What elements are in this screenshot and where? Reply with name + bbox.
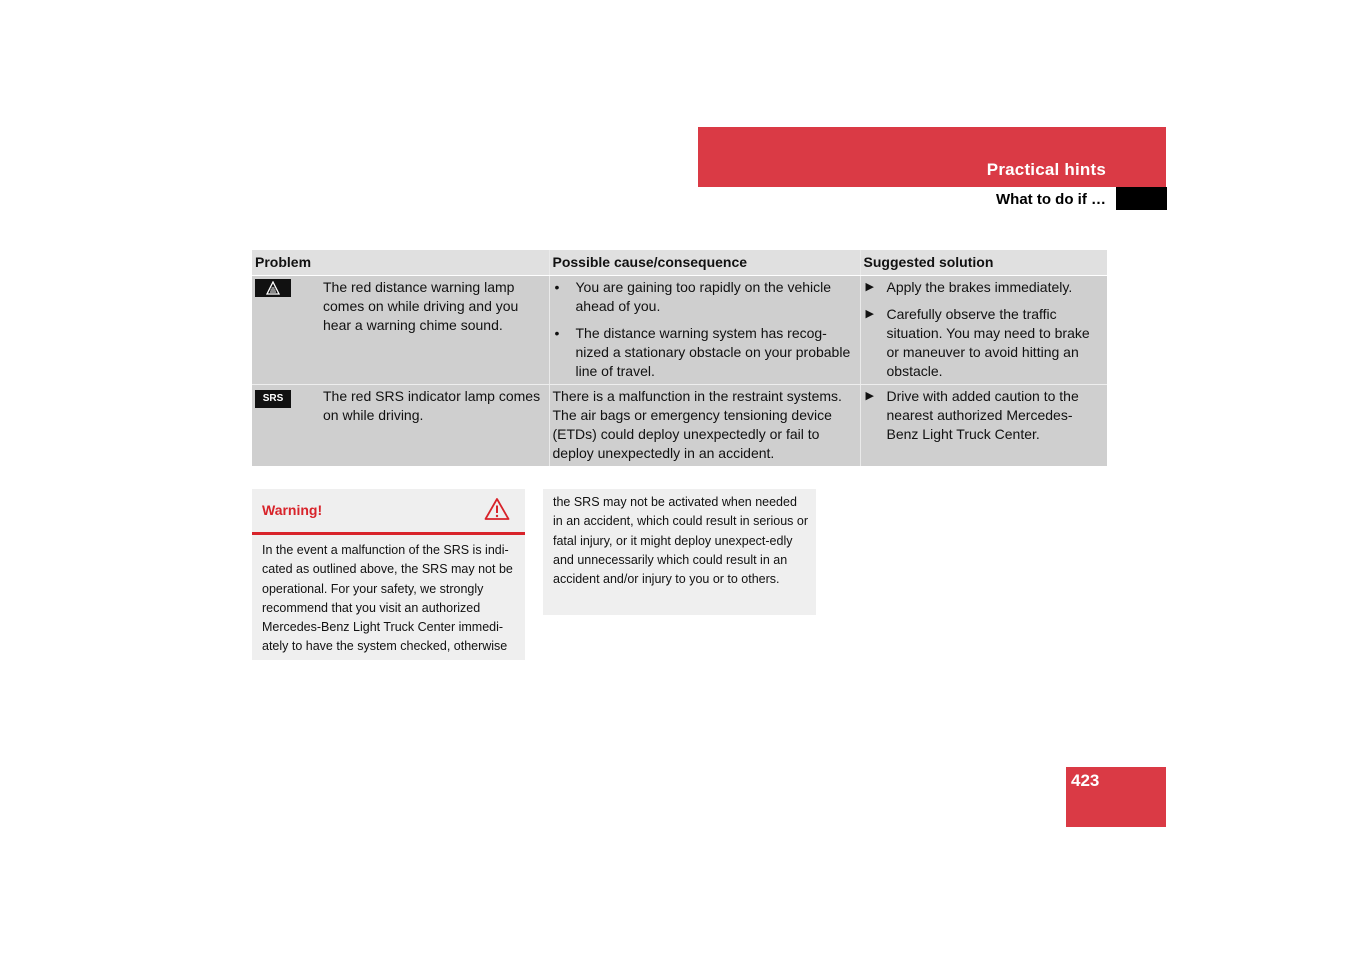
cause-cell: There is a malfunction in the restraint systems. The air bags or emergency tensioning device (ETDs) could deploy unexpectedly or fail to deploy unexpectedly in an accident. [549, 385, 860, 467]
srs-indicator-lamp-icon: SRS [255, 390, 291, 408]
arrow-right-icon: ▶ [865, 308, 874, 320]
table-row [252, 385, 1107, 467]
warning-triangle-icon [484, 497, 510, 521]
solution-item: ▶ Drive with added caution to the nearest authorized Mercedes-Benz Light Truck Center. [865, 388, 1079, 442]
warning-header [252, 489, 525, 535]
header-cause: Possible cause/consequence [549, 250, 860, 276]
section-title: Practical hints [986, 160, 1106, 179]
cause-cell [549, 276, 860, 385]
thumb-tab [1116, 187, 1167, 210]
warning-continued-box [543, 489, 816, 615]
arrow-right-icon: ▶ [865, 281, 874, 293]
subsection-title: What to do if … [996, 191, 1106, 208]
cause-item: • The distance warning system has recog-nized a stationary obstacle on your probable line of travel. [553, 324, 857, 381]
warning-continued-text: the SRS may not be activated when needed in an accident, which could result in serious or fatal injury, or it might deploy unexpect-edly and unnecessarily which could result in an accident and/or injury to you or to others. [553, 495, 808, 587]
warning-box [252, 489, 525, 660]
table-row [252, 276, 1107, 385]
cause-item: • You are gaining too rapidly on the vehicle ahead of you. [553, 278, 857, 316]
solution-cell [860, 385, 1107, 467]
distance-warning-lamp-icon [255, 279, 291, 297]
problem-cell [252, 385, 549, 467]
arrow-right-icon: ▶ [865, 390, 874, 402]
header-solution: Suggested solution [860, 250, 1107, 276]
table-header-row [252, 250, 1107, 276]
warning-title: Warning! [262, 502, 323, 518]
page-number-bar [1066, 767, 1166, 827]
header-problem: Problem [252, 250, 549, 276]
problem-text: The red distance warning lamp comes on while driving and you hear a warning chime sound. [323, 279, 519, 333]
solution-cell [860, 276, 1107, 385]
solution-item: ▶ Apply the brakes immediately. [865, 279, 1073, 295]
problem-cell [252, 276, 549, 385]
warning-text: In the event a malfunction of the SRS is indi-cated as outlined above, the SRS may not be operational. For your safety, we strongly recommend that you visit an authorized Mercedes-Benz Light Truck Center immedi-ately to have the system checked, otherwise [262, 543, 513, 654]
solution-item: ▶ Carefully observe the traffic situation. You may need to brake or maneuver to avoid hitting an obstacle. [865, 306, 1090, 379]
troubleshooting-table [252, 250, 1107, 466]
page-number: 423 [1071, 771, 1100, 790]
problem-text: The red SRS indicator lamp comes on while driving. [323, 388, 541, 423]
